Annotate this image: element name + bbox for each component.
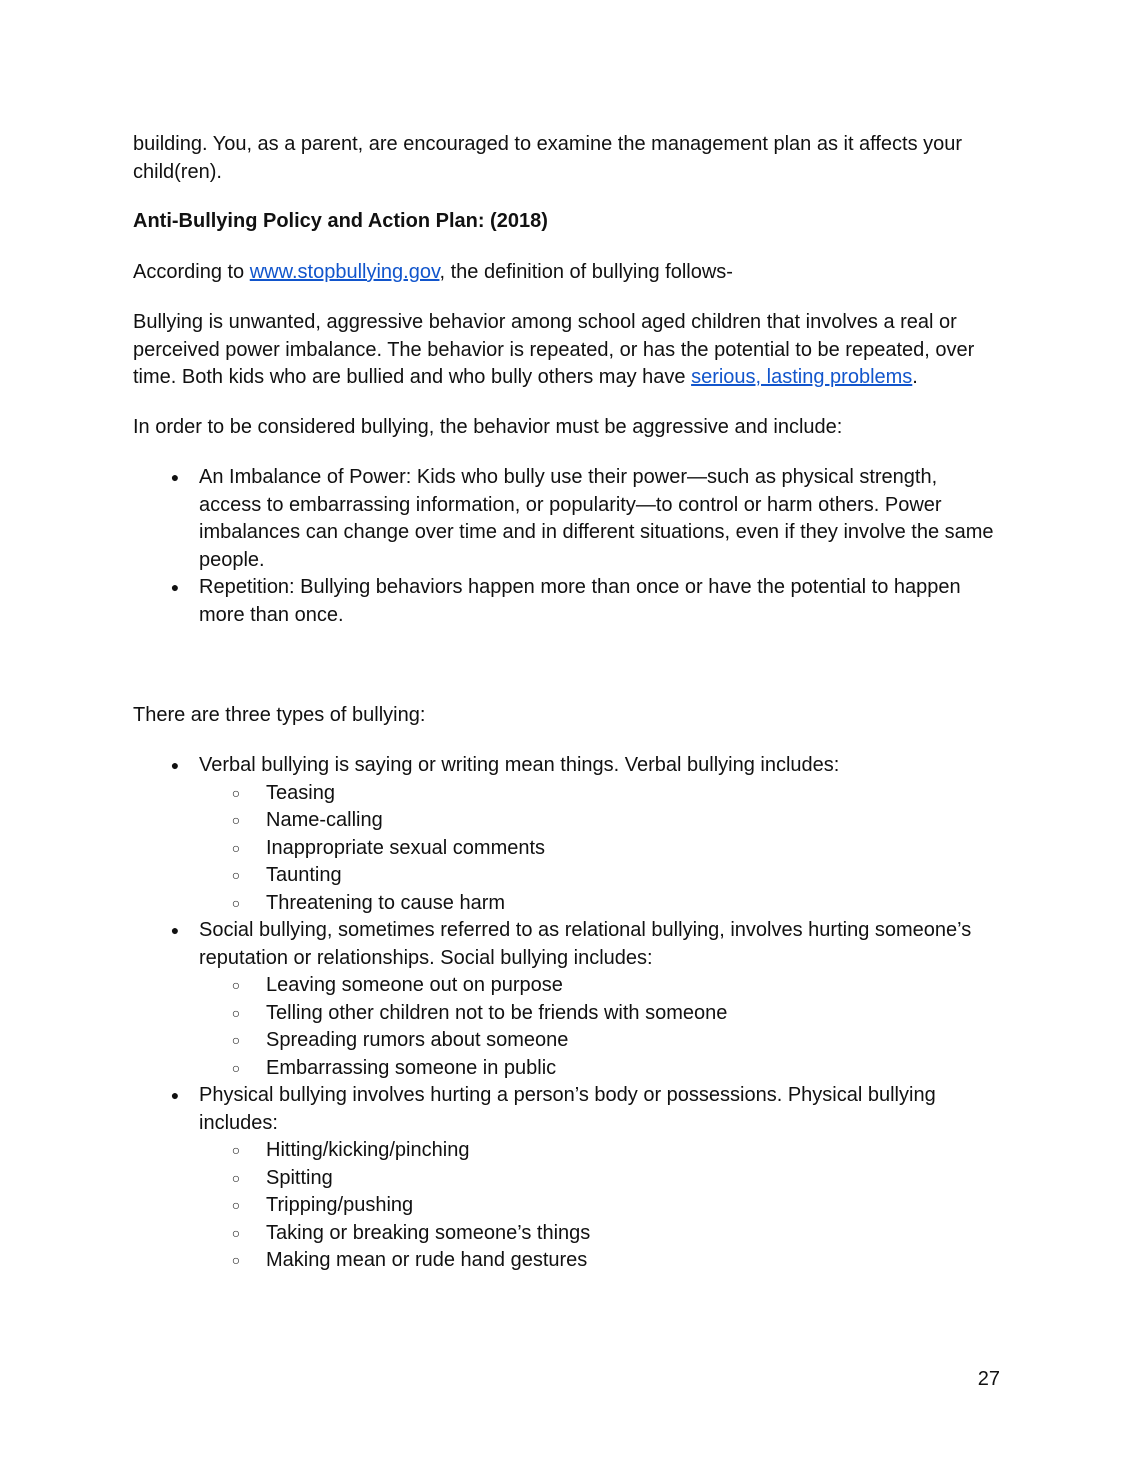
example-item (199, 1192, 1003, 1220)
types-intro-paragraph: There are three types of bullying: (133, 704, 426, 726)
type-item-physical (133, 1082, 1003, 1275)
definition-text: Bullying is unwanted, aggressive behavior among school aged children that involves a real or perceived power imbalance. The behavior is repeated, or has the potential to be repeated, over time. Both kids who are bullied and who bully others may have (133, 311, 975, 388)
stopbullying-link[interactable]: www.stopbullying.gov (249, 261, 440, 283)
example-text: Tripping/pushing (266, 1194, 414, 1216)
example-item (199, 1220, 1003, 1248)
definition-intro-paragraph (133, 259, 1003, 287)
definition-paragraph (133, 309, 1003, 392)
criteria-intro-paragraph: In order to be considered bullying, the behavior must be aggressive and include: (133, 416, 843, 438)
bullet-icon: ● (170, 579, 180, 595)
example-text: Spreading rumors about someone (266, 1029, 569, 1051)
example-item (199, 835, 1003, 863)
section-heading: Anti-Bullying Policy and Action Plan: (2018) (133, 210, 548, 232)
example-text: Embarrassing someone in public (266, 1056, 557, 1079)
example-text: Taking or breaking someone’s things (266, 1221, 591, 1244)
circle-bullet-icon: ○ (231, 1004, 241, 1021)
example-text: Telling other children not to be friends with someone (266, 1001, 728, 1024)
example-item (199, 862, 1003, 890)
example-item (199, 1165, 1003, 1193)
example-text: Teasing (266, 781, 335, 804)
criteria-item-imbalance-of-power (133, 464, 1003, 574)
type-item-verbal (133, 752, 1003, 917)
page-number: 27 (977, 1368, 1000, 1390)
example-item (199, 1027, 1003, 1055)
bullet-icon: ● (170, 922, 180, 938)
circle-bullet-icon: ○ (231, 1032, 241, 1048)
example-item (199, 972, 1003, 1000)
circle-bullet-icon: ○ (231, 867, 241, 883)
example-text: Taunting (266, 864, 342, 886)
circle-bullet-icon: ○ (231, 1197, 241, 1213)
circle-bullet-icon: ○ (231, 977, 241, 993)
example-text: Hitting/kicking/pinching (266, 1139, 470, 1161)
example-text: Name-calling (266, 809, 383, 831)
bullying-types-list (133, 752, 1003, 1275)
example-text: Threatening to cause harm (266, 891, 506, 914)
example-text: Leaving someone out on purpose (266, 974, 563, 996)
definition-intro-text-end: , the definition of bullying follows- (439, 261, 733, 283)
type-item-text: Verbal bullying is saying or writing mean things. Verbal bullying includes: (199, 754, 840, 776)
circle-bullet-icon: ○ (231, 1224, 241, 1241)
circle-bullet-icon: ○ (231, 1059, 241, 1076)
criteria-item-text: An Imbalance of Power: Kids who bully use their power—such as physical strength, access to embarrassing information, or popularity—to control or harm others. Power imbalances can change over time and in different situations, even if they involve the same people. (199, 466, 994, 571)
example-item (199, 1247, 1003, 1275)
example-item (199, 780, 1003, 808)
circle-bullet-icon: ○ (231, 812, 241, 828)
example-text: Inappropriate sexual comments (266, 836, 546, 859)
definition-intro-text: According to (133, 261, 250, 283)
example-item (199, 1055, 1003, 1083)
type-item-text: Social bullying, sometimes referred to as relational bullying, involves hurting someone’s reputation or relationships. Social bullying includes: (199, 919, 972, 969)
type-item-text: Physical bullying involves hurting a person’s body or possessions. Physical bullying includes: (199, 1084, 936, 1134)
intro-continuation-paragraph: building. You, as a parent, are encouraged to examine the management plan as it affects your child(ren). (133, 133, 963, 183)
physical-examples-list (199, 1137, 1003, 1275)
social-examples-list (199, 972, 1003, 1082)
serious-lasting-problems-link[interactable]: serious, lasting problems (691, 366, 913, 388)
bullet-icon: ● (170, 469, 180, 485)
example-item (199, 807, 1003, 835)
criteria-item-repetition (133, 574, 1003, 629)
circle-bullet-icon: ○ (231, 894, 241, 911)
criteria-item-text: Repetition: Bullying behaviors happen more than once or have the potential to happen more than once. (199, 576, 961, 626)
circle-bullet-icon: ○ (231, 1169, 241, 1186)
example-text: Spitting (266, 1166, 333, 1189)
example-item (199, 1137, 1003, 1165)
verbal-examples-list (199, 780, 1003, 918)
circle-bullet-icon: ○ (231, 1142, 241, 1158)
definition-text-end: . (912, 366, 918, 388)
bullet-icon: ● (170, 757, 180, 773)
type-item-social (133, 917, 1003, 1082)
bullet-icon: ● (170, 1087, 180, 1103)
circle-bullet-icon: ○ (231, 839, 241, 856)
example-item (199, 1000, 1003, 1028)
circle-bullet-icon: ○ (231, 1252, 241, 1268)
example-item (199, 890, 1003, 918)
circle-bullet-icon: ○ (231, 784, 241, 801)
criteria-list (133, 464, 1003, 629)
example-text: Making mean or rude hand gestures (266, 1249, 588, 1271)
